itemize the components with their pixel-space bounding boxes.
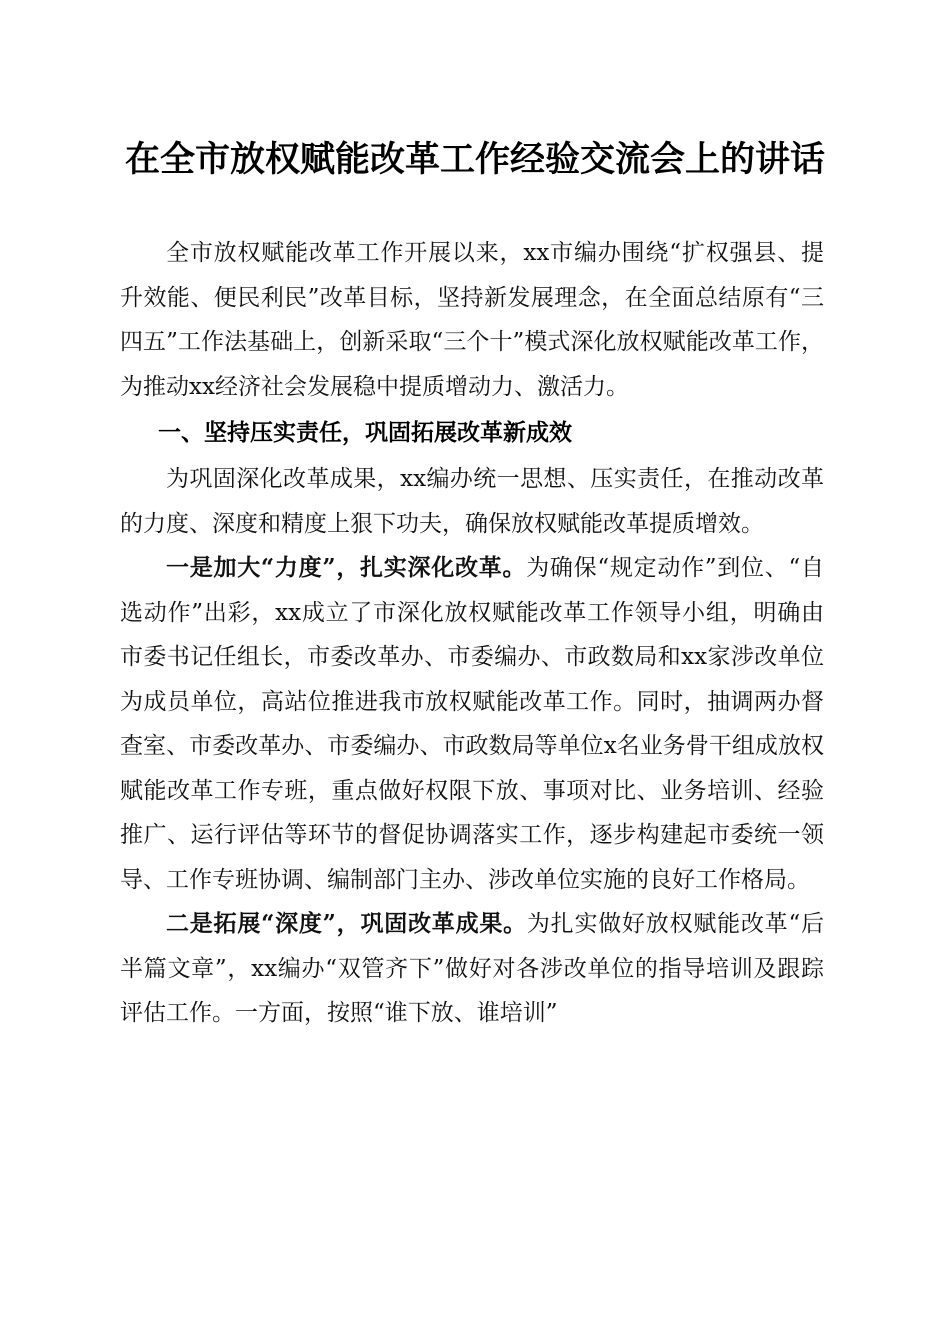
section-heading: 一、坚持压实责任，巩固拓展改革新成效 [158, 420, 572, 446]
section-intro-paragraph: 为巩固深化改革成果，xx编办统一思想、压实责任，在推动改革的力度、深度和精度上狠下功夫，确保放权赋能改革提质增效。 [120, 466, 824, 537]
point-two-paragraph [120, 902, 824, 1036]
point-one-text: 为确保“规定动作”到位、“自选动作”出彩，xx成立了市深化放权赋能改革工作领导小组，明确由市委书记任组长，市委改革办、市委编办、市政数局和xx家涉改单位为成员单位，高站位推进我市放权赋能改革工作。同时，抽调两办督查室、市委改革办、市委编办、市政数局等单位x名业务骨干组成放权赋能改革工作专班，重点做好权限下放、事项对比、业务培训、经验推广、运行评估等环节的督促协调落实工作，逐步构建起市委统一领导、工作专班协调、编制部门主办、涉改单位实施的良好工作格局。 [120, 555, 824, 893]
point-one-lead: 一是加大“力度”，扎实深化改革。 [166, 554, 527, 581]
point-one-paragraph [120, 546, 824, 902]
point-two-lead: 二是拓展“深度”，巩固改革成果。 [166, 910, 527, 937]
document-body [120, 231, 824, 1036]
document-title: 在全市放权赋能改革工作经验交流会上的讲话 [124, 139, 825, 180]
point-two-text: 为扎实做好放权赋能改革“后半篇文章”，xx编办“双管齐下”做好对各涉改单位的指导培训及跟踪评估工作。一方面，按照“谁下放、谁培训” [120, 911, 824, 1026]
intro-paragraph: 全市放权赋能改革工作开展以来，xx市编办围绕“扩权强县、提升效能、便民利民”改革目标，坚持新发展理念，在全面总结原有“三四五”工作法基础上，创新采取“三个十”模式深化放权赋能改革工作，为推动xx经济社会发展稳中提质增动力、激活力。 [120, 240, 824, 400]
